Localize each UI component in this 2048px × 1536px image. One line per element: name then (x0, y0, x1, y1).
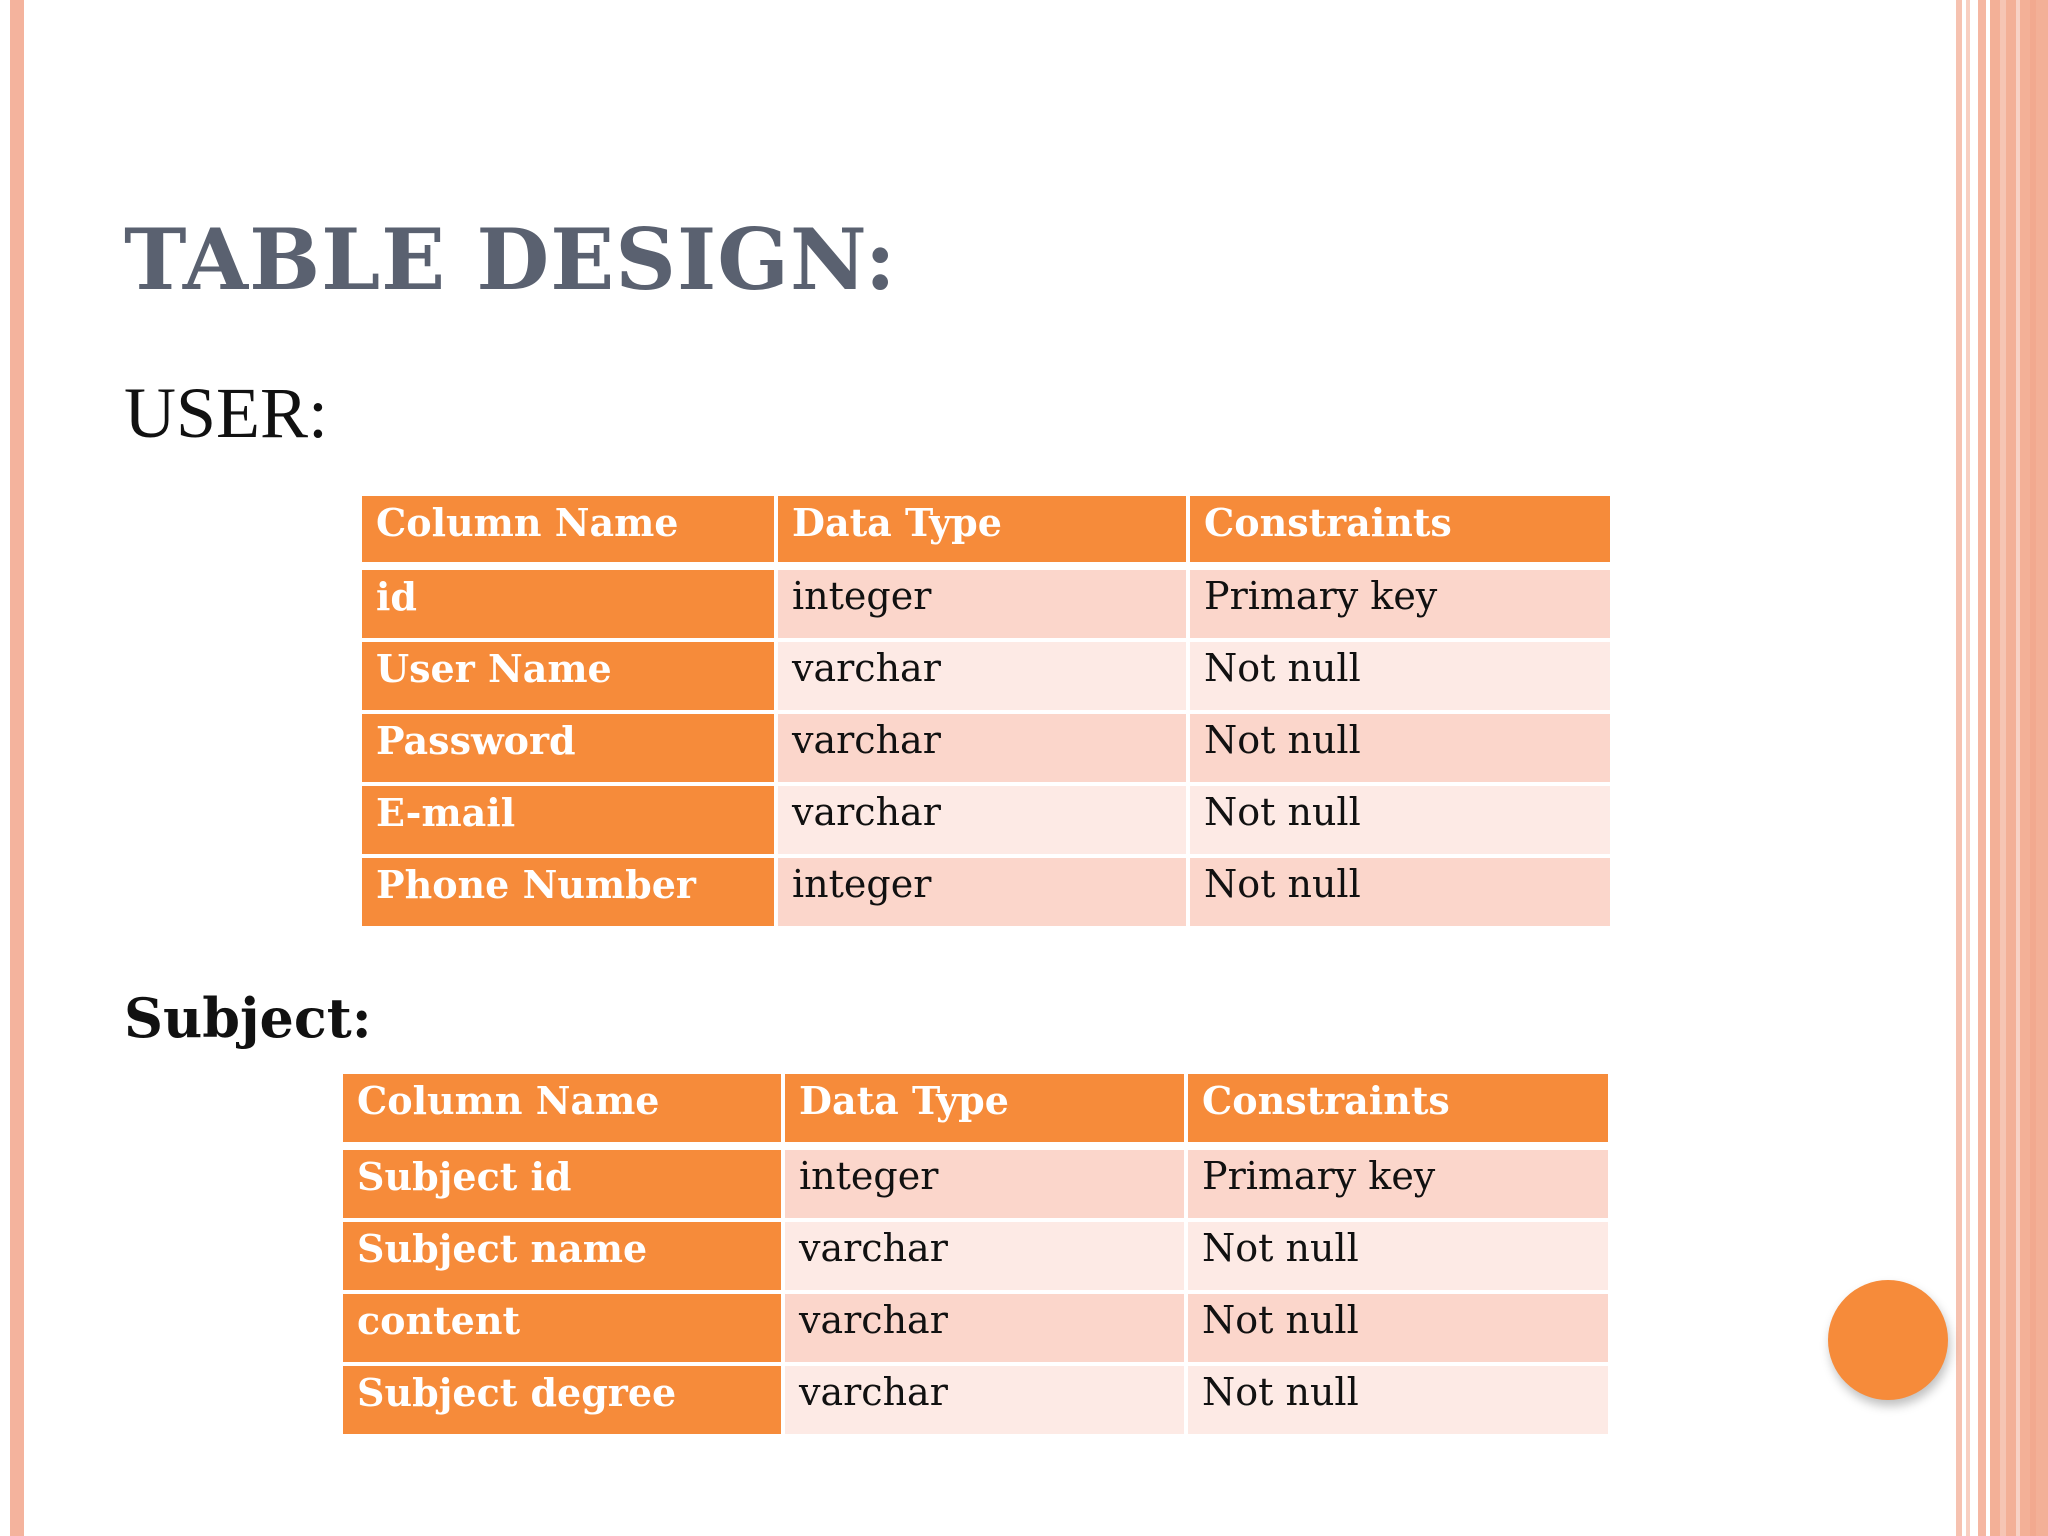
table-row (362, 858, 1610, 926)
constraints-cell: Not null (1188, 1294, 1608, 1362)
data-type-cell: integer (778, 858, 1186, 926)
stripe (2000, 0, 2006, 1536)
data-type-cell: varchar (778, 642, 1186, 710)
data-type-cell: varchar (778, 786, 1186, 854)
data-type-cell: varchar (785, 1294, 1184, 1362)
stripe (1978, 0, 1986, 1536)
table-row (343, 1222, 1608, 1290)
constraints-cell: Primary key (1188, 1150, 1608, 1218)
constraints-cell: Not null (1190, 642, 1610, 710)
table-row (362, 642, 1610, 710)
stripe (1966, 0, 1970, 1536)
data-type-cell: varchar (778, 714, 1186, 782)
column-name-cell: id (362, 570, 774, 638)
table-row (362, 714, 1610, 782)
constraints-cell: Not null (1188, 1222, 1608, 1290)
constraints-cell: Not null (1190, 786, 1610, 854)
column-name-cell: E-mail (362, 786, 774, 854)
table-row (362, 786, 1610, 854)
table-header-row (362, 496, 1610, 566)
stripe (2016, 0, 2020, 1536)
table-row (343, 1294, 1608, 1362)
table-row (343, 1366, 1608, 1434)
right-decorative-stripes (1956, 0, 2048, 1536)
data-type-cell: integer (778, 570, 1186, 638)
column-name-cell: content (343, 1294, 781, 1362)
slide-title: TABLE DESIGN: (124, 210, 897, 309)
constraints-cell: Not null (1190, 858, 1610, 926)
column-header: Data Type (785, 1074, 1184, 1146)
constraints-cell: Not null (1190, 714, 1610, 782)
data-type-cell: varchar (785, 1222, 1184, 1290)
subject-table (339, 1070, 1612, 1438)
data-type-cell: varchar (785, 1366, 1184, 1434)
constraints-cell: Not null (1188, 1366, 1608, 1434)
column-header: Constraints (1188, 1074, 1608, 1146)
column-header: Column Name (343, 1074, 781, 1146)
stripe (2030, 0, 2036, 1536)
column-name-cell: Subject id (343, 1150, 781, 1218)
table-row (343, 1150, 1608, 1218)
column-name-cell: Password (362, 714, 774, 782)
left-border-band (10, 0, 24, 1536)
column-name-cell: Subject name (343, 1222, 781, 1290)
orange-circle-decoration (1828, 1280, 1948, 1400)
table-row (362, 570, 1610, 638)
stripe (1956, 0, 1962, 1536)
user-table (358, 492, 1614, 930)
table-header-row (343, 1074, 1608, 1146)
column-header: Constraints (1190, 496, 1610, 566)
column-name-cell: Phone Number (362, 858, 774, 926)
column-name-cell: User Name (362, 642, 774, 710)
user-section-heading: USER: (124, 373, 329, 453)
constraints-cell: Primary key (1190, 570, 1610, 638)
subject-section-heading: Subject: (124, 986, 372, 1050)
data-type-cell: integer (785, 1150, 1184, 1218)
column-header: Column Name (362, 496, 774, 566)
column-header: Data Type (778, 496, 1186, 566)
column-name-cell: Subject degree (343, 1366, 781, 1434)
